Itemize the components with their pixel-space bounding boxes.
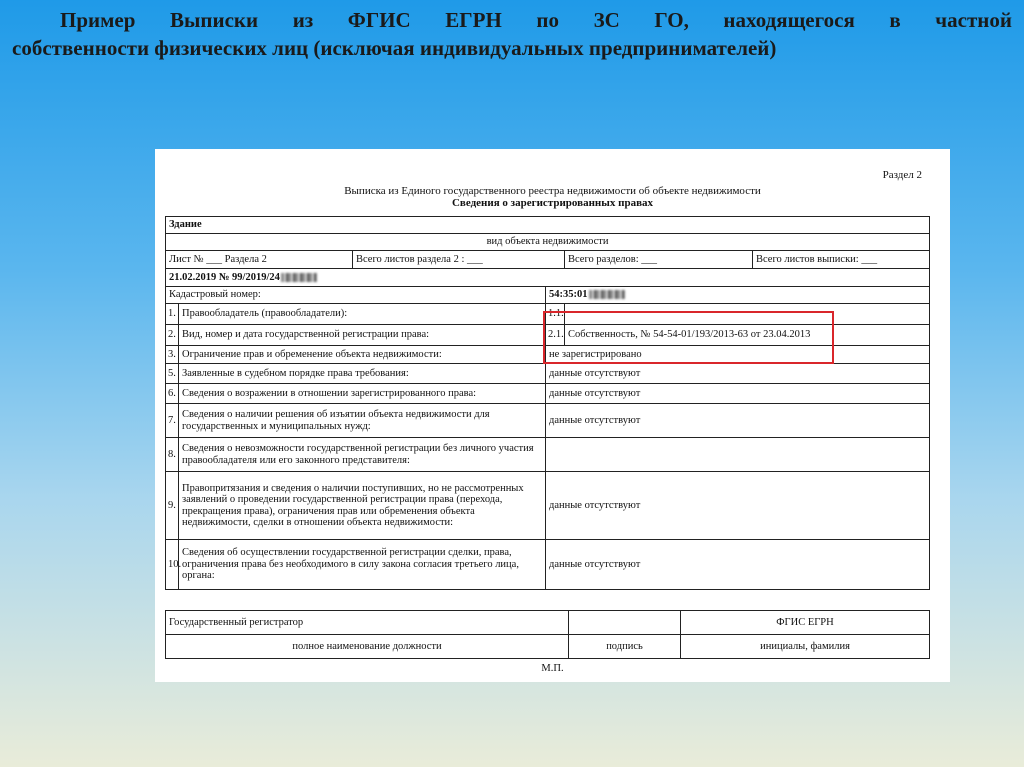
table-row: 1. Правообладатель (правообладатели): 1.1. xyxy=(166,304,930,325)
redacted-cadastral xyxy=(589,290,625,299)
slide-title-line-1: Пример Выписки из ФГИС ЕГРН по ЗС ГО, находящегося в частной xyxy=(60,8,1012,32)
slide-title xyxy=(12,6,1012,62)
extract-date-number: 21.02.2019 № 99/2019/24 xyxy=(166,269,930,287)
registrar-label: Государственный регистратор xyxy=(166,611,569,635)
slide-title-line-2: собственности физических лиц (исключая индивидуальных предпринимателей) xyxy=(12,36,777,60)
sheets-total: Всего листов выписки: ___ xyxy=(753,251,930,269)
cadastral-value: 54:35:01 xyxy=(546,287,930,304)
highlight-frame xyxy=(543,311,834,364)
sheet-number: Лист № ___ Раздела 2 xyxy=(166,251,353,269)
table-row: 10. Сведения об осуществлении государственной регистрации сделки, права, ограничения права без необходимого в силу закона согласия третьего лица, органа: данные отсутствуют xyxy=(166,540,930,590)
table-row: 8. Сведения о невозможности государственной регистрации без личного участия правообладателя или его законного представителя: xyxy=(166,438,930,472)
table-row: 7. Сведения о наличии решения об изъятии объекта недвижимости для государственных и муниципальных нужд: данные отсутствуют xyxy=(166,404,930,438)
section-label: Раздел 2 xyxy=(882,169,922,181)
sheets-in-section: Всего листов раздела 2 : ___ xyxy=(353,251,565,269)
object-type: Здание xyxy=(166,217,930,234)
document-subtitle: Сведения о зарегистрированных правах xyxy=(451,197,654,209)
sections-total: Всего разделов: ___ xyxy=(565,251,753,269)
stamp-label: М.П. xyxy=(541,663,564,674)
caption-signature: подпись xyxy=(569,635,681,659)
table-row: 5. Заявленные в судебном порядке права требования: данные отсутствуют xyxy=(166,364,930,384)
table-row: 6. Сведения о возражении в отношении зарегистрированного права: данные отсутствуют xyxy=(166,384,930,404)
object-type-caption: вид объекта недвижимости xyxy=(166,234,930,251)
extract-document xyxy=(155,149,950,682)
signature-table xyxy=(165,610,930,659)
table-row: 3. Ограничение прав и обременение объекта недвижимости: не зарегистрировано xyxy=(166,346,930,364)
cadastral-label: Кадастровый номер: xyxy=(166,287,546,304)
organization-label: ФГИС ЕГРН xyxy=(681,611,930,635)
table-row: 9. Правопритязания и сведения о наличии поступивших, но не рассмотренных заявлений о проведении государственной регистрации права (перехода, прекращения права), ограничения прав или обременения объекта недвижимости, сделки в отношении объекта недвижимости: данные отсутствуют xyxy=(166,472,930,540)
redacted-number xyxy=(281,273,317,282)
caption-name: инициалы, фамилия xyxy=(681,635,930,659)
rights-table xyxy=(165,216,930,590)
caption-position: полное наименование должности xyxy=(166,635,569,659)
document-title: Выписка из Единого государственного реестра недвижимости об объекте недвижимости xyxy=(344,185,761,197)
table-row: 2. Вид, номер и дата государственной регистрации права: 2.1. Собственность, № 54-54-01/193/2013-63 от 23.04.2013 xyxy=(166,325,930,346)
